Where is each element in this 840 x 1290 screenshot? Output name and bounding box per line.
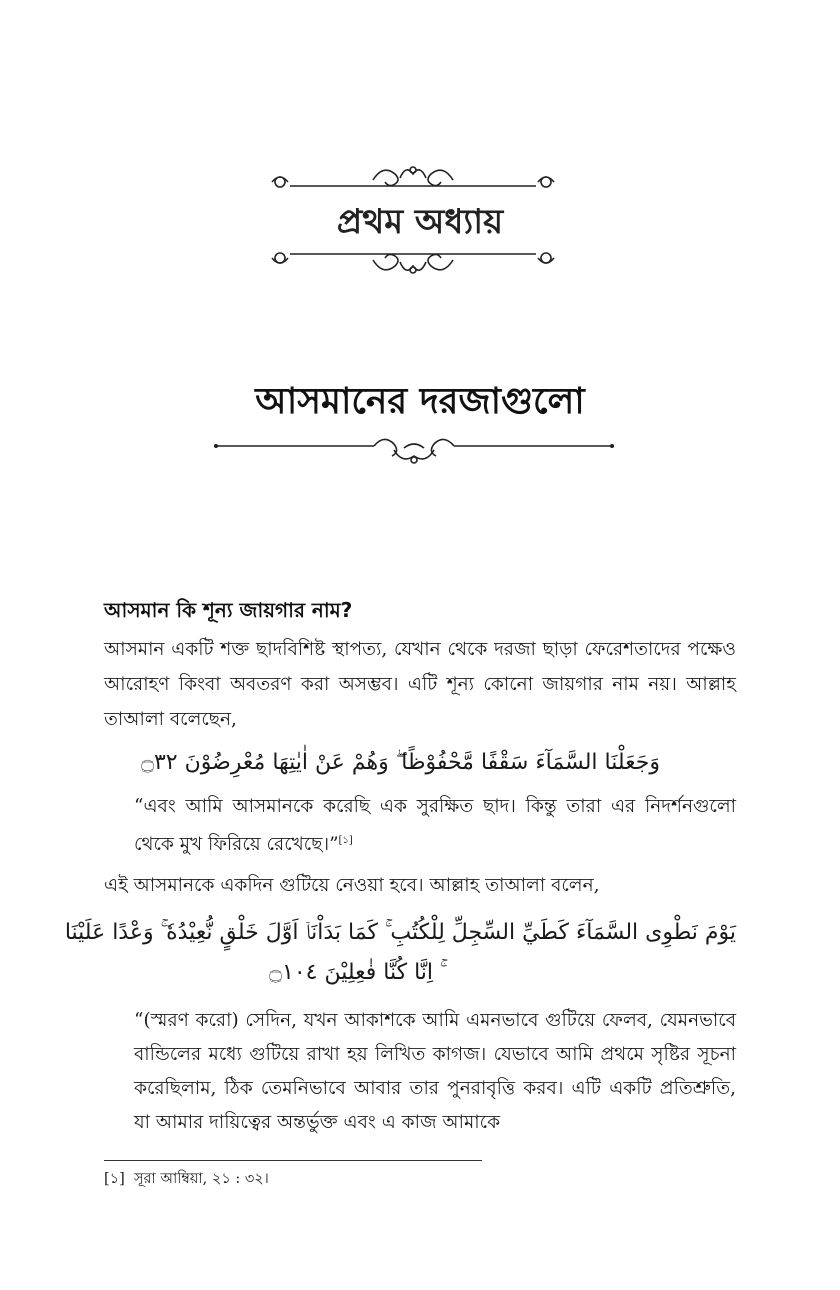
chapter-ornament-top	[268, 160, 558, 196]
paragraph-2: এই আসমানকে একদিন গুটিয়ে নেওয়া হবে। আল্লাহ তাআলা বলেন,	[104, 875, 600, 896]
footnote-marker: [১]	[104, 1171, 125, 1187]
chapter-ornament-bottom	[268, 246, 558, 282]
arabic-verse-2-line-2: ۚ اِنَّا كُنَّا فٰعِلِيْنَ ۝١٠٤	[269, 960, 440, 985]
footnote	[104, 1168, 269, 1192]
footnote-divider	[104, 1160, 482, 1161]
chapter-title: প্রথম অধ্যায়	[336, 202, 504, 242]
quote-1	[134, 790, 736, 862]
quote-1-text: “এবং আমি আসমানকে করেছি এক সুরক্ষিত ছাদ। কিন্তু তারা এর নিদর্শনগুলো থেকে মুখ ফিরিয়ে রেখেছে।”	[134, 796, 736, 856]
section-title: আসমানের দরজাগুলো	[255, 381, 585, 422]
quote-1-footnote-ref: [১]	[338, 835, 353, 846]
subsection-heading: আসমান কি শূন্য জায়গার নাম?	[104, 598, 353, 622]
paragraph-1: আসমান একটি শক্ত ছাদবিশিষ্ট স্থাপত্য, যেখান থেকে দরজা ছাড়া ফেরেশতাদের পক্ষেও আরোহণ কিংবা অবতরণ করা অসম্ভব। এটি শূন্য কোনো জায়গার নাম নয়। আল্লাহ তাআলা বলেছেন,	[104, 639, 736, 730]
footnote-text: সূরা আম্বিয়া, ২১ : ৩২।	[133, 1171, 269, 1187]
section-divider-ornament	[214, 430, 614, 470]
arabic-verse-2-line-1: يَوْمَ نَطْوِى السَّمَآءَ كَطَيِّ السِّجِلِّ لِلْكُتُبِ ۚ كَمَا بَدَاْنَاۤ اَوَّلَ خَلْقٍ نُّعِيْدُهٗ ۚ وَعْدًا عَلَيْنَا	[64, 920, 736, 945]
arabic-verse-1: وَجَعَلْنَا السَّمَآءَ سَقْفًا مَّحْفُوْظًا ۖ وَهُمْ عَنْ اٰيٰتِهَا مُعْرِضُوْنَ ۝٣٢	[141, 750, 660, 775]
quote-2: “(স্মরণ করো) সেদিন, যখন আকাশকে আমি এমনভাবে গুটিয়ে ফেলব, যেমনভাবে বান্ডিলের মধ্যে গুটিয়ে রাখা হয় লিখিত কাগজ। যেভাবে আমি প্রথমে সৃষ্টির সূচনা করেছিলাম, ঠিক তেমনিভাবে আবার তার পুনরাবৃত্তি করব। এটি একটি প্রতিশ্রুতি, যা আমার দায়িত্বের অন্তর্ভুক্ত এবং এ কাজ আমাকে	[134, 1010, 736, 1133]
